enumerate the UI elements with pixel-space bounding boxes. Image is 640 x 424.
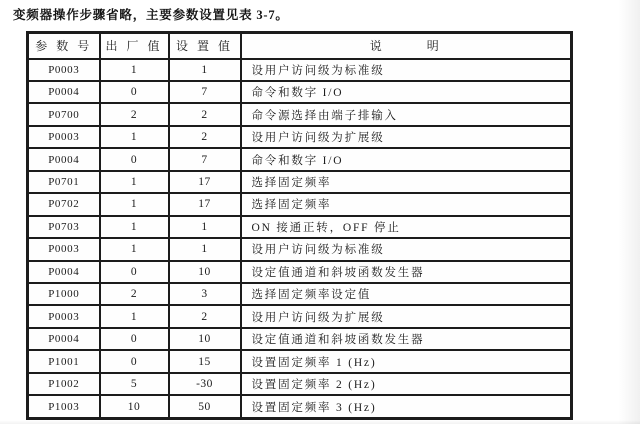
table-row [28, 373, 572, 395]
factory-value: 2 [100, 103, 169, 125]
param-number: P0701 [28, 171, 100, 193]
scan-edge-shade [618, 0, 640, 424]
set-value: 17 [169, 193, 241, 215]
factory-value: 0 [100, 81, 169, 103]
factory-value: 10 [100, 395, 169, 418]
description: 设定值通道和斜坡函数发生器 [241, 261, 572, 283]
param-number: P0003 [28, 126, 100, 148]
table-row [28, 216, 572, 238]
table-row [28, 103, 572, 125]
description: 选择固定频率 [241, 171, 572, 193]
description: 命令和数字 I/O [241, 81, 572, 103]
description: 设置固定频率 1 (Hz) [241, 350, 572, 372]
table-row [28, 171, 572, 193]
factory-value: 1 [100, 216, 169, 238]
param-number: P0004 [28, 328, 100, 350]
param-number: P1003 [28, 395, 100, 418]
param-number: P0703 [28, 216, 100, 238]
table-row [28, 59, 572, 81]
set-value: 50 [169, 395, 241, 418]
description: 设置固定频率 3 (Hz) [241, 395, 572, 418]
factory-value: 1 [100, 305, 169, 327]
factory-value: 0 [100, 328, 169, 350]
table-row [28, 283, 572, 305]
description: 设用户访问级为扩展级 [241, 305, 572, 327]
set-value: 1 [169, 238, 241, 260]
set-value: -30 [169, 373, 241, 395]
table-row [28, 81, 572, 103]
table-row [28, 126, 572, 148]
param-number: P0700 [28, 103, 100, 125]
description: 命令和数字 I/O [241, 148, 572, 170]
factory-value: 5 [100, 373, 169, 395]
table-row [28, 328, 572, 350]
set-value: 10 [169, 261, 241, 283]
description: 设用户访问级为标准级 [241, 238, 572, 260]
table-row [28, 148, 572, 170]
table-row [28, 305, 572, 327]
factory-value: 1 [100, 126, 169, 148]
description: ON 接通正转，OFF 停止 [241, 216, 572, 238]
factory-value: 1 [100, 238, 169, 260]
set-value: 10 [169, 328, 241, 350]
header-set-value: 设 置 值 [169, 33, 241, 59]
header-factory-value: 出 厂 值 [100, 33, 169, 59]
factory-value: 1 [100, 59, 169, 81]
set-value: 3 [169, 283, 241, 305]
param-number: P0003 [28, 238, 100, 260]
table-row [28, 261, 572, 283]
param-number: P1000 [28, 283, 100, 305]
set-value: 1 [169, 59, 241, 81]
scan-bottom-shade [0, 420, 640, 424]
set-value: 1 [169, 216, 241, 238]
table-row [28, 238, 572, 260]
description: 设定值通道和斜坡函数发生器 [241, 328, 572, 350]
header-description: 说 明 [241, 33, 572, 59]
set-value: 2 [169, 305, 241, 327]
set-value: 15 [169, 350, 241, 372]
set-value: 7 [169, 148, 241, 170]
description: 选择固定频率 [241, 193, 572, 215]
param-number: P1002 [28, 373, 100, 395]
table-row [28, 193, 572, 215]
table-row [28, 350, 572, 372]
param-number: P0004 [28, 261, 100, 283]
set-value: 17 [169, 171, 241, 193]
factory-value: 2 [100, 283, 169, 305]
description: 设置固定频率 2 (Hz) [241, 373, 572, 395]
param-number: P0003 [28, 59, 100, 81]
set-value: 2 [169, 126, 241, 148]
factory-value: 0 [100, 350, 169, 372]
param-number: P0004 [28, 148, 100, 170]
param-number: P0003 [28, 305, 100, 327]
param-number: P1001 [28, 350, 100, 372]
set-value: 7 [169, 81, 241, 103]
parameter-table [26, 31, 573, 420]
set-value: 2 [169, 103, 241, 125]
factory-value: 1 [100, 171, 169, 193]
description: 选择固定频率设定值 [241, 283, 572, 305]
table-header-row [28, 33, 572, 59]
description: 设用户访问级为标准级 [241, 59, 572, 81]
param-number: P0702 [28, 193, 100, 215]
param-number: P0004 [28, 81, 100, 103]
header-param: 参 数 号 [28, 33, 100, 59]
factory-value: 0 [100, 261, 169, 283]
factory-value: 1 [100, 193, 169, 215]
description: 设用户访问级为扩展级 [241, 126, 572, 148]
page-title: 变频器操作步骤省略，主要参数设置见表 3-7。 [13, 8, 289, 22]
table-row [28, 395, 572, 418]
description: 命令源选择由端子排输入 [241, 103, 572, 125]
factory-value: 0 [100, 148, 169, 170]
